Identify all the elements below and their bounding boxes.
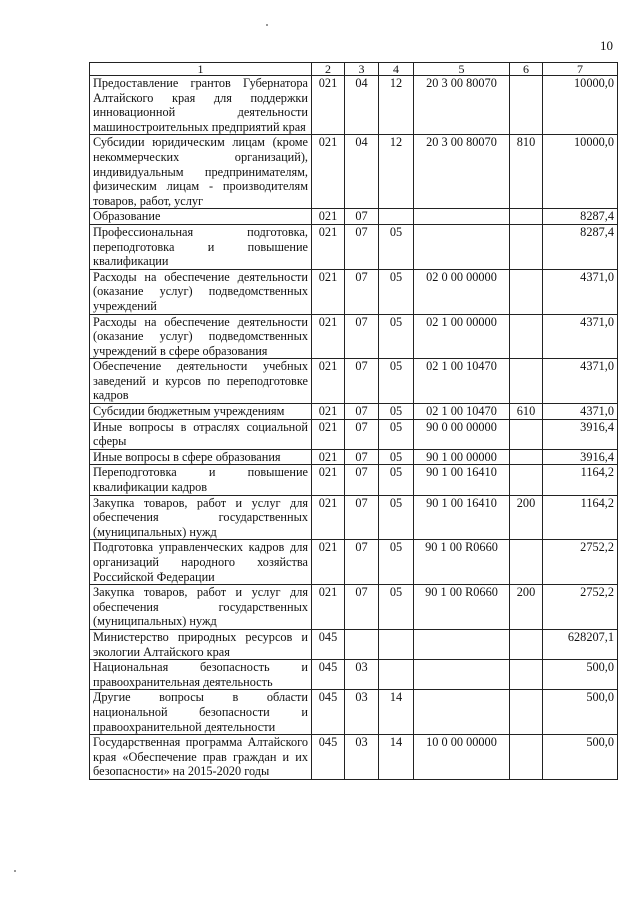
page-number: 10 <box>600 38 613 53</box>
row-expense-type-cell <box>510 269 543 314</box>
row-name-cell: Другие вопросы в области национальной безопасности и правоохранительной деятельности <box>90 690 312 735</box>
row-target-code-cell: 02 1 00 10470 <box>414 359 510 404</box>
row-subsection-code-cell <box>379 209 414 225</box>
row-subsection-code-cell: 05 <box>379 540 414 585</box>
header-col-4: 4 <box>379 63 414 76</box>
row-name-cell: Государственная программа Алтайского края «Обеспечение прав граждан и их безопасности» на 2015-2020 годы <box>90 735 312 780</box>
row-subsection-code-cell: 12 <box>379 135 414 209</box>
row-expense-type-cell <box>510 209 543 225</box>
row-amount-cell: 4371,0 <box>543 314 618 359</box>
row-ministry-code-cell: 021 <box>312 585 345 630</box>
row-expense-type-cell <box>510 359 543 404</box>
row-ministry-code-cell: 021 <box>312 419 345 449</box>
row-name-cell: Профессиональная подготовка, переподготовка и повышение квалификации <box>90 224 312 269</box>
row-subsection-code-cell: 05 <box>379 224 414 269</box>
row-expense-type-cell <box>510 314 543 359</box>
row-expense-type-cell <box>510 224 543 269</box>
row-name-cell: Субсидии бюджетным учреждениям <box>90 404 312 420</box>
row-expense-type-cell: 610 <box>510 404 543 420</box>
row-section-code-cell: 07 <box>345 585 379 630</box>
header-col-5: 5 <box>414 63 510 76</box>
row-subsection-code-cell: 05 <box>379 359 414 404</box>
row-subsection-code-cell: 12 <box>379 76 414 135</box>
row-subsection-code-cell: 05 <box>379 269 414 314</box>
table-row <box>90 449 618 465</box>
row-section-code-cell: 07 <box>345 209 379 225</box>
row-expense-type-cell <box>510 660 543 690</box>
row-name-cell: Иные вопросы в отраслях социальной сферы <box>90 419 312 449</box>
row-subsection-code-cell: 05 <box>379 465 414 495</box>
row-target-code-cell: 02 1 00 00000 <box>414 314 510 359</box>
row-target-code-cell <box>414 690 510 735</box>
table-row <box>90 629 618 659</box>
row-subsection-code-cell: 14 <box>379 735 414 780</box>
row-target-code-cell <box>414 209 510 225</box>
row-section-code-cell: 07 <box>345 419 379 449</box>
row-name-cell: Иные вопросы в сфере образования <box>90 449 312 465</box>
row-amount-cell: 4371,0 <box>543 359 618 404</box>
table-row <box>90 465 618 495</box>
row-target-code-cell: 90 1 00 16410 <box>414 465 510 495</box>
row-amount-cell: 628207,1 <box>543 629 618 659</box>
table-row <box>90 690 618 735</box>
row-name-cell: Субсидии юридическим лицам (кроме некоммерческих организаций), индивидуальным предпринимателям, физическим лицам - производителям товаров, работ, услуг <box>90 135 312 209</box>
row-section-code-cell: 03 <box>345 660 379 690</box>
table-row <box>90 495 618 540</box>
row-ministry-code-cell: 021 <box>312 495 345 540</box>
row-ministry-code-cell: 021 <box>312 209 345 225</box>
row-ministry-code-cell: 045 <box>312 690 345 735</box>
header-row <box>90 63 618 76</box>
row-ministry-code-cell: 045 <box>312 735 345 780</box>
table-row <box>90 404 618 420</box>
row-expense-type-cell <box>510 629 543 659</box>
row-ministry-code-cell: 021 <box>312 540 345 585</box>
row-ministry-code-cell: 021 <box>312 359 345 404</box>
row-amount-cell: 2752,2 <box>543 540 618 585</box>
table-row <box>90 224 618 269</box>
table-row <box>90 735 618 780</box>
row-subsection-code-cell: 05 <box>379 419 414 449</box>
row-section-code-cell: 07 <box>345 404 379 420</box>
row-amount-cell: 10000,0 <box>543 135 618 209</box>
row-ministry-code-cell: 021 <box>312 135 345 209</box>
table-row <box>90 135 618 209</box>
table-row <box>90 76 618 135</box>
row-target-code-cell: 20 3 00 80070 <box>414 135 510 209</box>
row-name-cell: Расходы на обеспечение деятельности (оказание услуг) подведомственных учреждений в сфере образования <box>90 314 312 359</box>
row-target-code-cell <box>414 629 510 659</box>
row-target-code-cell: 02 1 00 10470 <box>414 404 510 420</box>
row-ministry-code-cell: 021 <box>312 76 345 135</box>
row-subsection-code-cell: 05 <box>379 449 414 465</box>
row-ministry-code-cell: 021 <box>312 465 345 495</box>
row-expense-type-cell: 200 <box>510 585 543 630</box>
table-row <box>90 209 618 225</box>
row-target-code-cell: 02 0 00 00000 <box>414 269 510 314</box>
row-subsection-code-cell <box>379 660 414 690</box>
table-row <box>90 660 618 690</box>
row-amount-cell: 8287,4 <box>543 224 618 269</box>
row-section-code-cell <box>345 629 379 659</box>
row-subsection-code-cell: 14 <box>379 690 414 735</box>
row-section-code-cell: 04 <box>345 76 379 135</box>
row-ministry-code-cell: 045 <box>312 629 345 659</box>
row-expense-type-cell <box>510 465 543 495</box>
row-target-code-cell: 90 1 00 R0660 <box>414 540 510 585</box>
row-name-cell: Переподготовка и повышение квалификации кадров <box>90 465 312 495</box>
row-amount-cell: 3916,4 <box>543 419 618 449</box>
table-row <box>90 419 618 449</box>
row-amount-cell: 2752,2 <box>543 585 618 630</box>
scan-speck <box>14 870 16 872</box>
budget-table <box>89 62 618 780</box>
row-name-cell: Обеспечение деятельности учебных заведений и курсов по переподготовке кадров <box>90 359 312 404</box>
row-subsection-code-cell: 05 <box>379 585 414 630</box>
row-name-cell: Расходы на обеспечение деятельности (оказание услуг) подведомственных учреждений <box>90 269 312 314</box>
header-col-1: 1 <box>90 63 312 76</box>
row-amount-cell: 10000,0 <box>543 76 618 135</box>
row-ministry-code-cell: 021 <box>312 224 345 269</box>
row-amount-cell: 500,0 <box>543 735 618 780</box>
row-name-cell: Образование <box>90 209 312 225</box>
row-amount-cell: 3916,4 <box>543 449 618 465</box>
row-ministry-code-cell: 045 <box>312 660 345 690</box>
row-amount-cell: 1164,2 <box>543 495 618 540</box>
row-target-code-cell: 90 1 00 00000 <box>414 449 510 465</box>
row-expense-type-cell: 200 <box>510 495 543 540</box>
row-amount-cell: 1164,2 <box>543 465 618 495</box>
row-subsection-code-cell: 05 <box>379 404 414 420</box>
row-expense-type-cell <box>510 540 543 585</box>
row-subsection-code-cell: 05 <box>379 314 414 359</box>
row-subsection-code-cell <box>379 629 414 659</box>
row-target-code-cell: 20 3 00 80070 <box>414 76 510 135</box>
row-section-code-cell: 07 <box>345 359 379 404</box>
table-row <box>90 269 618 314</box>
row-target-code-cell: 10 0 00 00000 <box>414 735 510 780</box>
row-target-code-cell <box>414 660 510 690</box>
row-target-code-cell <box>414 224 510 269</box>
row-ministry-code-cell: 021 <box>312 404 345 420</box>
row-section-code-cell: 07 <box>345 495 379 540</box>
row-section-code-cell: 04 <box>345 135 379 209</box>
row-amount-cell: 500,0 <box>543 690 618 735</box>
row-section-code-cell: 07 <box>345 540 379 585</box>
row-section-code-cell: 07 <box>345 314 379 359</box>
row-name-cell: Национальная безопасность и правоохранительная деятельность <box>90 660 312 690</box>
row-target-code-cell: 90 1 00 16410 <box>414 495 510 540</box>
row-section-code-cell: 07 <box>345 224 379 269</box>
scan-speck <box>266 24 268 26</box>
table-row <box>90 314 618 359</box>
row-section-code-cell: 07 <box>345 449 379 465</box>
row-amount-cell: 500,0 <box>543 660 618 690</box>
row-expense-type-cell <box>510 690 543 735</box>
row-name-cell: Закупка товаров, работ и услуг для обеспечения государственных (муниципальных) нужд <box>90 495 312 540</box>
row-target-code-cell: 90 0 00 00000 <box>414 419 510 449</box>
row-amount-cell: 8287,4 <box>543 209 618 225</box>
row-expense-type-cell <box>510 735 543 780</box>
row-target-code-cell: 90 1 00 R0660 <box>414 585 510 630</box>
row-section-code-cell: 03 <box>345 690 379 735</box>
header-col-3: 3 <box>345 63 379 76</box>
row-name-cell: Предоставление грантов Губернатора Алтайского края для поддержки инновационной деятельности машиностроительных предприятий края <box>90 76 312 135</box>
row-ministry-code-cell: 021 <box>312 314 345 359</box>
row-expense-type-cell: 810 <box>510 135 543 209</box>
row-expense-type-cell <box>510 76 543 135</box>
row-name-cell: Закупка товаров, работ и услуг для обеспечения государственных (муниципальных) нужд <box>90 585 312 630</box>
table-row <box>90 585 618 630</box>
header-col-7: 7 <box>543 63 618 76</box>
header-col-2: 2 <box>312 63 345 76</box>
row-subsection-code-cell: 05 <box>379 495 414 540</box>
header-col-6: 6 <box>510 63 543 76</box>
row-section-code-cell: 07 <box>345 269 379 314</box>
row-expense-type-cell <box>510 449 543 465</box>
row-ministry-code-cell: 021 <box>312 449 345 465</box>
row-expense-type-cell <box>510 419 543 449</box>
row-amount-cell: 4371,0 <box>543 404 618 420</box>
row-name-cell: Министерство природных ресурсов и экологии Алтайского края <box>90 629 312 659</box>
row-amount-cell: 4371,0 <box>543 269 618 314</box>
table-row <box>90 540 618 585</box>
row-ministry-code-cell: 021 <box>312 269 345 314</box>
row-section-code-cell: 07 <box>345 465 379 495</box>
table-row <box>90 359 618 404</box>
row-section-code-cell: 03 <box>345 735 379 780</box>
row-name-cell: Подготовка управленческих кадров для организаций народного хозяйства Российской Федерации <box>90 540 312 585</box>
